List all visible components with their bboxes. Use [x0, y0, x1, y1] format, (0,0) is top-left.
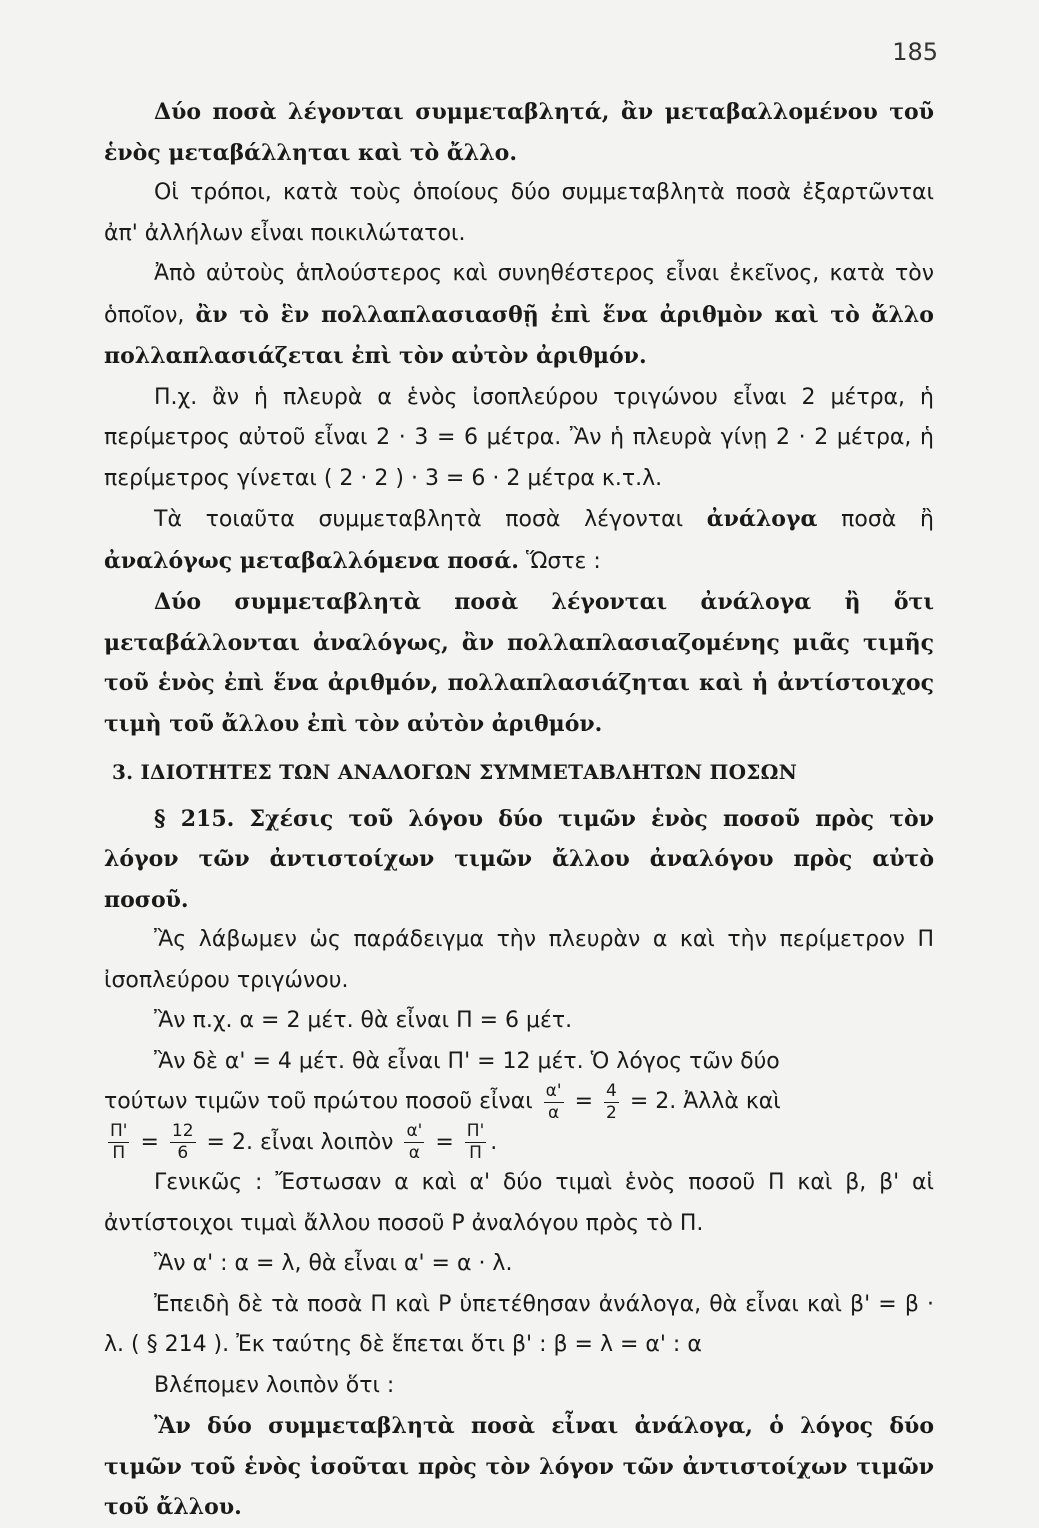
general-paragraph-3: Ἐπειδὴ δὲ τὰ ποσὰ Π καὶ Ρ ὑπετέθησαν ἀνάλογα, θὰ εἶναι καὶ β' = β · λ. ( § 214 ). Ἐκ ταύτης δὲ ἕπεται ὅτι β' : β = λ = α' : α — [104, 1291, 934, 1357]
subsection-heading: § 215. Σχέσις τοῦ λόγου δύο τιμῶν ἑνὸς ποσοῦ πρὸς τὸν λόγον τῶν ἀντιστοίχων τιμῶν ἄλλου ἀναλόγου πρὸς αὐτὸ ποσοῦ. — [104, 805, 934, 913]
general-paragraph-4: Βλέπομεν λοιπὸν ὅτι : — [154, 1372, 395, 1398]
definition-analoga: Δύο συμμεταβλητὰ ποσὰ λέγονται ἀνάλογα ἢ ὅτι μεταβάλλονται ἀναλόγως, ἂν πολλαπλασιαζομένης μιᾶς τιμῆς τοῦ ἑνὸς ἐπὶ ἕνα ἀριθμόν, πολλαπλασιάζηται καὶ ἡ ἀντίστοιχος τιμὴ τοῦ ἄλλου ἐπὶ τὸν αὐτὸν ἀριθμόν. — [104, 589, 934, 737]
paragraph-text: Ὥστε : — [518, 548, 601, 574]
example-intro: Ἂς λάβωμεν ὡς παράδειγμα τὴν πλευρὰν α καὶ τὴν περίμετρον Π ἰσοπλεύρου τριγώνου. — [104, 927, 934, 993]
emphasis-text: ἂν τὸ ἓν πολλαπλασιασθῇ ἐπὶ ἕνα ἀριθμὸν καὶ τὸ ἄλλο πολλαπλασιάζεται ἐπὶ τὸν αὐτὸν ἀριθμόν. — [104, 301, 934, 369]
paragraph-example-triangle: Π.χ. ἂν ἡ πλευρὰ α ἑνὸς ἰσοπλεύρου τριγώνου εἶναι 2 μέτρα, ἡ περίμετρος αὐτοῦ εἶναι 2 · 3 = 6 μέτρα. Ἂν ἡ πλευρὰ γίνῃ 2 · 2 μέτρα, ἡ περίμετρος γίνεται ( 2 · 2 ) · 3 = 6 · 2 μέτρα κ.τ.λ. — [104, 384, 934, 491]
paragraph-tropoi: Οἱ τρόποι, κατὰ τοὺς ὁποίους δύο συμμεταβλητὰ ποσὰ ἐξαρτῶνται ἀπ' ἀλλήλων εἶναι ποικιλώτατοι. — [104, 180, 934, 246]
fraction-P-prime-over-P: $\frac{\Pi'}{\Pi}$ — [466, 1121, 485, 1163]
formula-text: τούτων τιμῶν τοῦ πρώτου ποσοῦ εἶναι — [104, 1089, 533, 1114]
paragraph-text: Τὰ τοιαῦτα συμμεταβλητὰ ποσὰ λέγονται — [154, 507, 707, 532]
term-analoga: ἀνάλογα — [706, 506, 818, 532]
section-heading: 3. ΙΔΙΟΤΗΤΕΣ ΤΩΝ ΑΝΑΛΟΓΩΝ ΣΥΜΜΕΤΑΒΛΗΤΩΝ ΠΟΣΩΝ — [112, 760, 798, 784]
paragraph-text: Ἀπὸ αὐτοὺς ἁπλούστερος καὶ συνηθέστερος εἶναι ἐκεῖνος, κατὰ τὸν ὁποῖον, — [104, 261, 934, 328]
fraction-P-prime-over-P: $\frac{\Pi'}{\Pi}$ — [110, 1121, 128, 1163]
example-line-1: Ἂν π.χ. α = 2 μέτ. θὰ εἶναι Π = 6 μέτ. — [154, 1008, 573, 1033]
example-line-4 — [104, 1123, 934, 1164]
formula-text: . — [490, 1129, 498, 1155]
general-paragraph-1: Γενικῶς : Ἔστωσαν α καὶ α' δύο τιμαὶ ἑνὸς ποσοῦ Π καὶ β, β' αἱ ἀντίστοιχοι τιμαὶ ἄλλου ποσοῦ Ρ ἀναλόγου πρὸς τὸ Π. — [104, 1170, 934, 1236]
paragraph-text: ποσὰ ἢ — [817, 507, 934, 532]
general-paragraph-2: Ἂν α' : α = λ, θὰ εἶναι α' = α · λ. — [154, 1251, 513, 1276]
equals-sign: = — [140, 1129, 159, 1155]
page-number: 185 — [892, 38, 938, 66]
example-line-2: Ἂν δὲ α' = 4 μέτ. θὰ εἶναι Π' = 12 μέτ. Ὁ λόγος τῶν δύο — [154, 1048, 780, 1074]
page-body — [104, 92, 934, 1528]
formula-text: = 2. εἶναι λοιπὸν — [206, 1129, 394, 1155]
fraction-12-over-6: $\frac{12}{6}$ — [171, 1121, 194, 1163]
equals-sign: = — [435, 1129, 454, 1155]
paragraph-analoga — [104, 499, 934, 582]
definition-symmetavlita: Δύο ποσὰ λέγονται συμμεταβλητά, ἂν μεταβαλλομένου τοῦ ἑνὸς μεταβάλληται καὶ τὸ ἄλλο. — [104, 99, 934, 166]
example-line-3 — [104, 1082, 934, 1123]
equals-sign: = — [574, 1089, 593, 1114]
fraction-4-over-2: $\frac{4}{2}$ — [606, 1080, 617, 1123]
paragraph-aploustero — [104, 254, 934, 378]
fraction-a-prime-over-a: $\frac{\alpha'}{\alpha}$ — [406, 1121, 423, 1163]
formula-text: = 2. Ἀλλὰ καὶ — [629, 1089, 781, 1114]
term-analogos-metavallomena: ἀναλόγως μεταβαλλόμενα ποσά. — [104, 547, 519, 574]
conclusion-theorem: Ἂν δύο συμμεταβλητὰ ποσὰ εἶναι ἀνάλογα, ὁ λόγος δύο τιμῶν τοῦ ἑνὸς ἰσοῦται πρὸς τὸν λόγον τῶν ἀντιστοίχων τιμῶν τοῦ ἄλλου. — [104, 1413, 934, 1520]
fraction-a-prime-over-a: $\frac{\alpha'}{\alpha}$ — [545, 1080, 562, 1123]
